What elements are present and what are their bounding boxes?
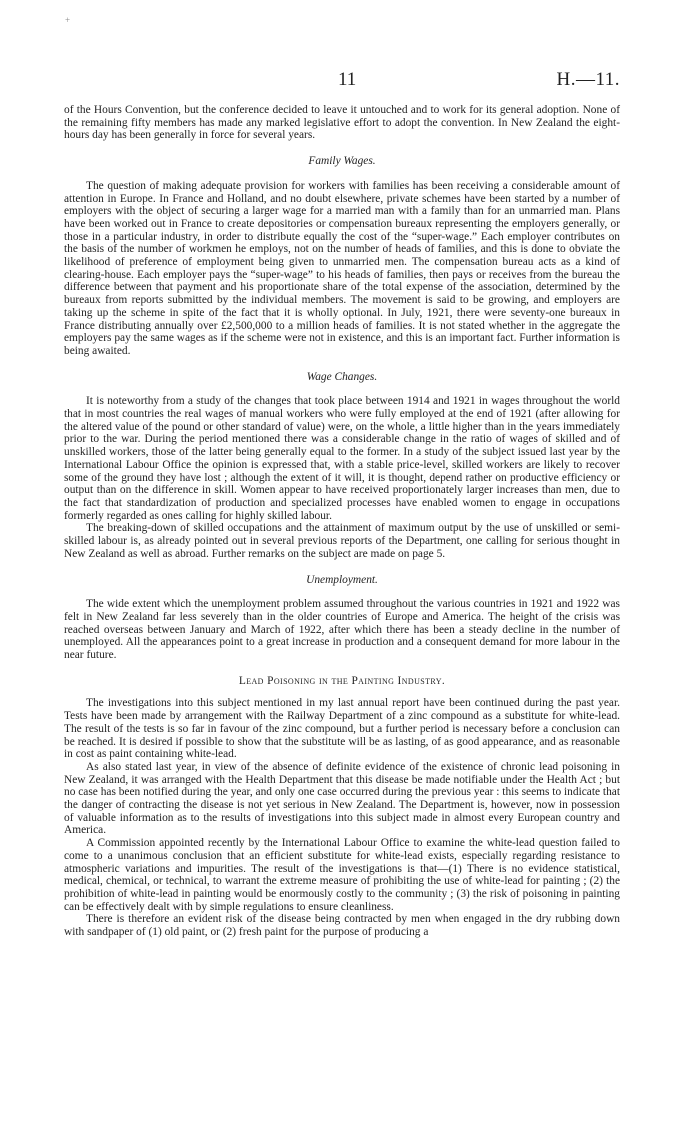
intro-paragraph: of the Hours Convention, but the conference decided to leave it untouched and to work for its general adoption. None of the remaining fifty members has made any marked legislative effort to adopt the convention. In New Zealand the eight-hours day has been generally in force for several years. (64, 104, 620, 142)
family-wages-paragraph: The question of making adequate provision for workers with families has been receiving a considerable amount of attention in Europe. In France and Holland, and no doubt elsewhere, private schemes have been started by a number of employers with the object of securing a larger wage for a married man with a family than for an unmarried man. Plans have been worked out in France to create depositories or compensation bureaux representing the employers generally, or those in a particular industry, in order to distribute equally the cost of the “super-wage.” Each employer contributes on the basis of the number of workmen he employs, not on the number of heads of families, and this is done to obviate the likelihood of preference of employment being given to unmarried men. The compensation bureau acts as a kind of clearing-house. Each employer pays the “super-wage” to his heads of families, then pays or receives from the bureau the difference between that payment and his proportionate share of the total expense of the association, determined by the bureaux from reports submitted by the individual members. The movement is said to be growing, and employers are taking up the scheme in spite of the fact that it is wholly optional. In July, 1921, there were seventy-one bureaux in France distributing annually over £2,500,000 to a million heads of families. It is not stated whether in the aggregate the employers pay the same wages as if the scheme were not in existence, and this is an important fact. Further information is being awaited. (64, 179, 620, 357)
lead-poisoning-paragraph-1: The investigations into this subject mentioned in my last annual report have been continued during the past year. Tests have been made by arrangement with the Railway Department of a zinc compound as a substitute for white-lead. The result of the tests is so far in favour of the zinc compound, but a further period is necessary before a conclusion can be reached. It is desired if possible to show that the substitute will be as lasting, of as good appearance, and as reasonable in cost as paint containing white-lead. (64, 697, 620, 761)
corner-mark: + (65, 15, 71, 25)
page-header (64, 69, 620, 91)
lead-poisoning-heading: Lead Poisoning in the Painting Industry. (238, 674, 446, 687)
page-number: 11 (338, 69, 357, 90)
document-body (64, 104, 620, 939)
family-wages-heading: Family Wages. (308, 155, 376, 168)
lead-poisoning-paragraph-4: There is therefore an evident risk of the disease being contracted by men when engaged in the dry rubbing down with sandpaper of (1) old paint, or (2) fresh paint for the purpose of producing a (64, 913, 620, 939)
unemployment-paragraph: The wide extent which the unemployment problem assumed throughout the various countries in 1921 and 1922 was felt in New Zealand far less severely than in the older countries of Europe and America. The height of the crisis was reached overseas between January and March of 1922, after which there has been a steady decline in the number of unemployed. All the appearances point to a great increase in production and a consequent demand for more labour in the near future. (64, 598, 620, 662)
unemployment-heading: Unemployment. (306, 573, 378, 586)
document-code: H.—11. (556, 69, 620, 90)
lead-poisoning-paragraph-2: As also stated last year, in view of the absence of definite evidence of the existence of chronic lead poisoning in New Zealand, it was arranged with the Health Department that this disease be made notifiable under the Health Act ; but no case has been notified during the year, and only one case occurred during the previous year : this seems to indicate that the danger of contracting the disease is not yet serious in New Zealand. The Department is, however, now in possession of valuable information as to the results of investigations into this subject made in almost every European country and America. (64, 760, 620, 837)
wage-changes-heading: Wage Changes. (306, 370, 378, 383)
wage-changes-paragraph-1: It is noteworthy from a study of the changes that took place between 1914 and 1921 in wages throughout the world that in most countries the real wages of manual workers who were fully employed at the end of 1921 (after allowing for the altered value of the pound or other standard of value) were, on the whole, a little higher than in the years immediately prior to the war. During the period mentioned there was a considerable change in the ratio of wages of skilled and of unskilled workers, those of the latter being generally equal to the former. In a study of the subject issued last year by the International Labour Office the opinion is expressed that, with a stable price-level, skilled workers are likely to recover some of the ground they have lost ; although the extent of it will, it is thought, depend rather on productive efficiency or output than on the difference in skill. Women appear to have received proportionately larger increases than men, due to the fact that standardization of production and specialized processes have enabled women to engage in occupations formerly regarded as ones calling for highly skilled labour. (64, 395, 620, 522)
wage-changes-paragraph-2: The breaking-down of skilled occupations and the attainment of maximum output by the use of unskilled or semi-skilled labour is, as already pointed out in several previous reports of the Department, one calling for serious thought in New Zealand as well as abroad. Further remarks on the subject are made on page 5. (64, 522, 620, 560)
lead-poisoning-paragraph-3: A Commission appointed recently by the International Labour Office to examine the white-lead question failed to come to a unanimous conclusion that an efficient substitute for white-lead exists, especially regarding resistance to atmospheric variations and impurities. The result of the investigations is that—(1) There is no evidence statistical, medical, chemical, or technical, to warrant the extreme measure of prohibiting the use of white-lead for painting ; (2) the prohibition of white-lead in painting would be enormously costly to the community ; (3) the risk of poisoning in painting can be effectively dealt with by simple regulations to ensure cleanliness. (64, 837, 620, 913)
